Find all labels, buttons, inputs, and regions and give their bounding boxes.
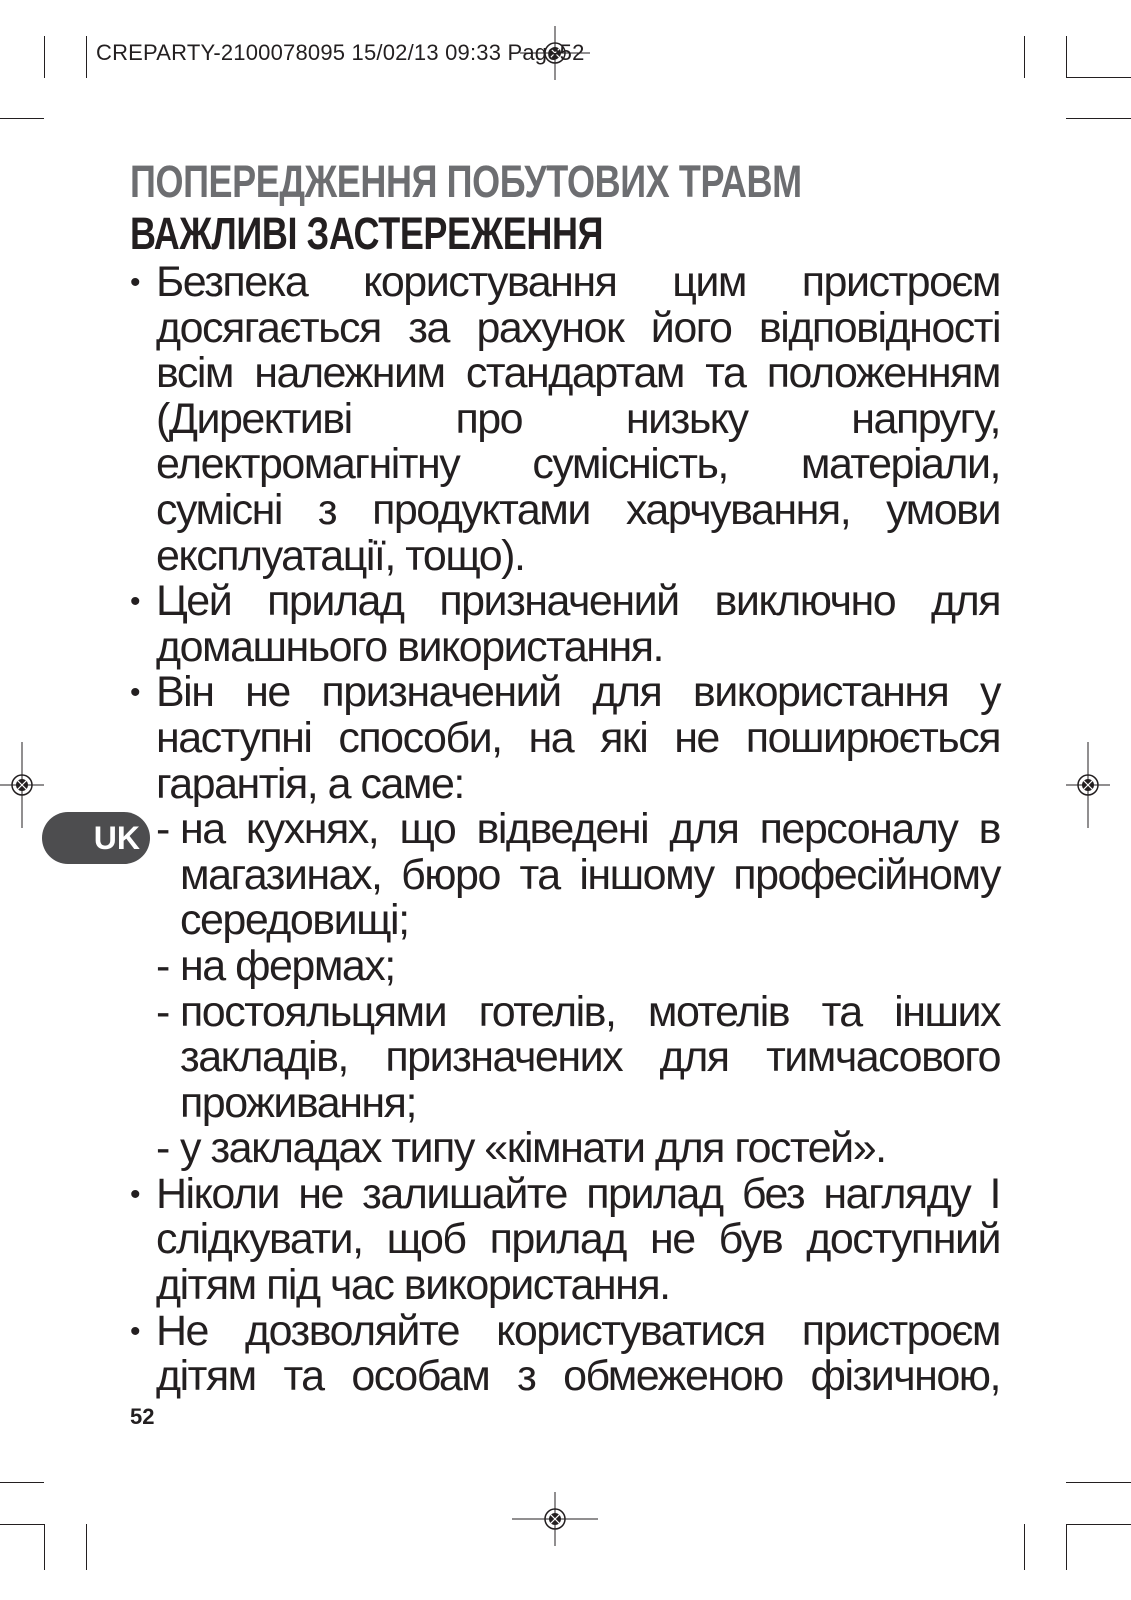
dash-icon: - [156,805,169,854]
dash-icon: - [156,987,169,1036]
registration-mark-bottom-icon [512,1492,598,1546]
crop-mark [1066,1524,1131,1525]
sub-list-text: на фермах; [180,941,395,990]
bullet-text: Він не призначений для використання у наступні способи, на які не поширюється гарантія, а саме: [156,668,1000,808]
crop-mark [1066,1524,1067,1570]
section-heading: ПОПЕРЕДЖЕННЯ ПОБУТОВИХ ТРАВМ [130,156,802,207]
sub-list-item [130,941,1000,990]
dash-icon: - [156,941,169,990]
sub-list-item [130,807,1000,944]
language-tab-label: UK [93,819,140,856]
bullet-text: Ніколи не залишайте прилад без нагляду І слідкувати, щоб прилад не був доступний дітям під час використання. [156,1169,1000,1310]
bullet-icon: • [130,1177,140,1211]
dash-icon: - [156,1124,169,1173]
crop-mark [44,36,45,78]
page-number: 52 [130,1404,155,1429]
bullet-text: Безпека користування цим пристроєм досягається за рахунок його відповідності всім належним стандартам та положенням (Директиві про низьку напругу, електромагнітну сумісність, матеріали, сумісні з продуктами харчування, умови експлуатації, тощо). [156,258,1000,580]
crop-mark [0,1482,44,1483]
bullet-icon: • [130,676,140,710]
bullet-paragraph [130,260,1000,579]
sub-list-item [130,1126,1000,1172]
crop-mark [86,1524,87,1570]
sub-list-item [130,987,1000,1127]
crop-mark [1066,36,1067,78]
bullet-paragraph [130,1306,1000,1401]
registration-mark-left-icon [0,742,44,828]
sub-list-text: постояльцями готелів, мотелів та інших закладів, призначених для тимчасового проживання; [180,987,1000,1127]
crop-mark [1024,1524,1025,1570]
main-content [130,156,1000,1400]
crop-mark [0,1524,44,1525]
registration-mark-right-icon [1066,742,1110,828]
bullet-text: Не дозволяйте користуватися пристроєм дітям та особам з обмеженою фізичною, [156,1306,1000,1401]
bullet-icon: • [130,1314,140,1348]
bullet-paragraph [130,670,1000,807]
sub-list-text: на кухнях, що відведені для персоналу в магазинах, бюро та іншому професійному середовищі; [180,805,1000,945]
bullet-text: Цей прилад призначений виключно для домашнього використання. [156,577,1000,671]
crop-mark [86,36,87,78]
bullet-icon: • [130,585,140,619]
crop-mark [44,1524,45,1570]
print-slug: CREPARTY-2100078095 15/02/13 09:33 Page52 [96,40,585,65]
subsection-heading: ВАЖЛИВІ ЗАСТЕРЕЖЕННЯ [130,208,604,259]
bullet-paragraph [130,579,1000,670]
crop-mark [1066,77,1131,78]
crop-mark [1066,1482,1131,1483]
bullet-icon: • [130,266,140,299]
sub-list-text: у закладах типу «кімнати для гостей». [180,1124,886,1173]
crop-mark [0,118,44,119]
crop-mark [1024,36,1025,78]
crop-mark [1066,118,1131,119]
bullet-paragraph [130,1169,1000,1310]
